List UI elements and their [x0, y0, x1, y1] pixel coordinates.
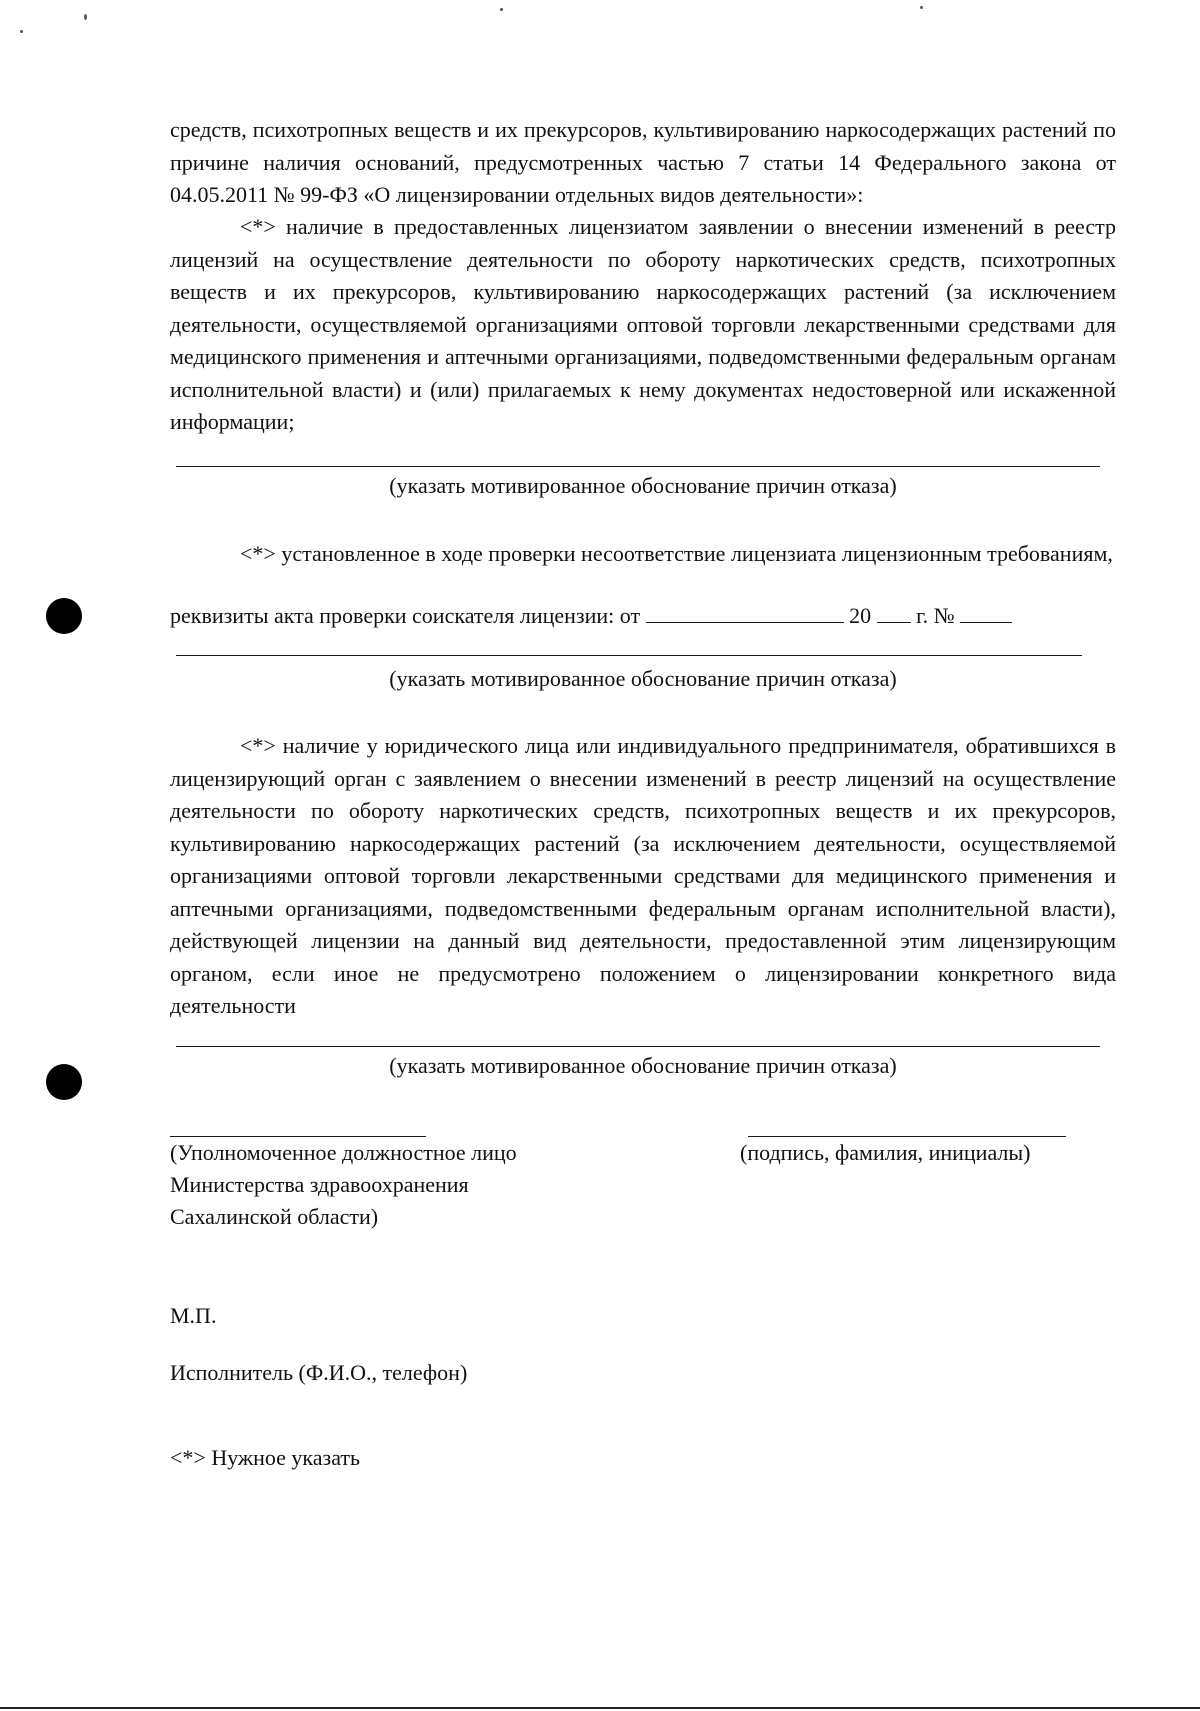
- reason-line-3: [176, 1046, 1100, 1047]
- reason-caption-2: (указать мотивированное обоснование причин отказа): [389, 666, 897, 691]
- inspection-date-field[interactable]: [646, 600, 844, 623]
- scan-speck: [20, 30, 23, 33]
- inspection-act-line: [170, 600, 1116, 633]
- paragraph-inaccurate-info: <*> наличие в предоставленных лицензиатом заявлении о внесении изменений в реестр лицензий на осуществление деятельности по обороту наркотических средств, психотропных веществ и их прекурсоров, культивированию наркосодержащих растений (за исключением деятельности, осуществляемой организациями оптовой торговли лекарственными средствами для медицинского применения и аптечными организациями, подведомственными федеральным органам исполнительной власти) и (или) прилагаемых к нему документах недостоверной или искаженной информации;: [170, 214, 1116, 434]
- paragraph-intro: средств, психотропных веществ и их прекурсоров, культивированию наркосодержащих растений по причине наличия оснований, предусмотренных частью 7 статьи 14 Федерального закона от 04.05.2011 № 99-ФЗ «О лицензировании отдельных видов деятельности»:: [170, 117, 1116, 207]
- stamp-label: М.П.: [170, 1303, 217, 1328]
- paragraph-existing-license: <*> наличие у юридического лица или индивидуального предпринимателя, обратившихся в лицензирующий орган с заявлением о внесении изменений в реестр лицензий на осуществление деятельности по обороту наркотических средств, психотропных веществ и их прекурсоров, культивированию наркосодержащих растений (за исключением деятельности, осуществляемой организациями оптовой торговли лекарственными средствами для медицинского применения и аптечными организациями, подведомственными федеральным органам исполнительной власти), действующей лицензии на данный вид деятельности, предоставленной этим лицензирующим органом, если иное не предусмотрено положением о лицензировании конкретного вида деятельности: [170, 733, 1116, 1018]
- inspection-number-label: г. №: [916, 603, 955, 628]
- inspection-year-prefix: 20: [849, 603, 872, 628]
- authorized-official-label: (Уполномоченное должностное лицо Министерства здравоохранения Сахалинской области): [170, 1140, 517, 1229]
- executor-label: Исполнитель (Ф.И.О., телефон): [170, 1360, 468, 1385]
- inspection-year-field[interactable]: [877, 600, 911, 623]
- punch-hole-top: [46, 598, 82, 634]
- punch-hole-bottom: [46, 1064, 82, 1100]
- signature-name-caption: (подпись, фамилия, инициалы): [740, 1140, 1031, 1165]
- inspection-number-field[interactable]: [960, 600, 1012, 623]
- reason-line-2: [176, 655, 1082, 656]
- footnote: <*> Нужное указать: [170, 1445, 361, 1470]
- scan-speck: [920, 6, 923, 9]
- reason-caption-1: (указать мотивированное обоснование причин отказа): [389, 473, 897, 498]
- scan-speck: [84, 14, 87, 20]
- reason-line-1: [176, 466, 1100, 467]
- reason-caption-3: (указать мотивированное обоснование причин отказа): [389, 1053, 897, 1078]
- scan-speck: [500, 8, 503, 11]
- inspection-act-label: реквизиты акта проверки соискателя лицензии: от: [170, 603, 641, 628]
- paragraph-noncompliance: <*> установленное в ходе проверки несоответствие лицензиата лицензионным требованиям,: [240, 541, 1113, 566]
- scan-bottom-edge: [0, 1707, 1200, 1709]
